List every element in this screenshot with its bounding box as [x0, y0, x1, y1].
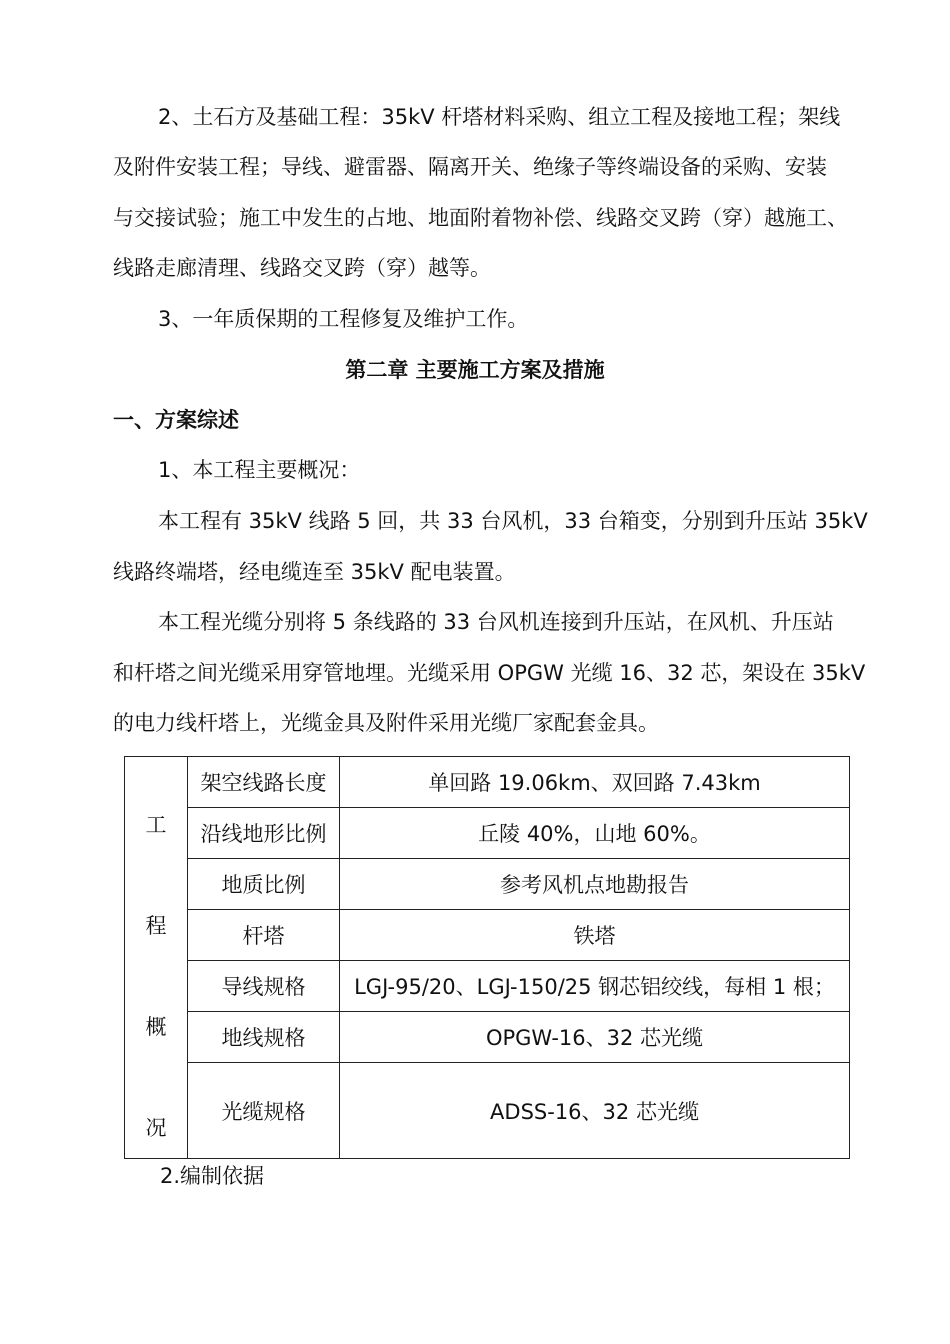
- subsection-2-title: 2.编制依据: [160, 1164, 265, 1188]
- table-row: [125, 1012, 850, 1063]
- section-title: 一、方案综述: [113, 408, 239, 432]
- chapter-title: 第二章 主要施工方案及措施: [345, 358, 605, 382]
- table-row: [125, 961, 850, 1012]
- body-b-line-2: 和杆塔之间光缆采用穿管地埋。光缆采用 OPGW 光缆 16、32 芯，架设在 35kV: [113, 661, 866, 685]
- side-char: 概: [145, 1015, 167, 1039]
- row-label: 导线规格: [188, 961, 340, 1012]
- project-overview-side-label: [125, 757, 188, 1159]
- row-label: 地质比例: [188, 859, 340, 910]
- row-value: 参考风机点地勘报告: [340, 859, 850, 910]
- side-char: 工: [145, 813, 167, 837]
- body-b-line-1: 本工程光缆分别将 5 条线路的 33 台风机连接到升压站，在风机、升压站: [158, 610, 834, 634]
- row-value: 铁塔: [340, 910, 850, 961]
- body-a-line-1: 本工程有 35kV 线路 5 回，共 33 台风机，33 台箱变，分别到升压站 35kV: [158, 509, 868, 533]
- table-row: [125, 757, 850, 808]
- row-label: 架空线路长度: [188, 757, 340, 808]
- body-b-line-3: 的电力线杆塔上，光缆金具及附件采用光缆厂家配套金具。: [113, 711, 659, 735]
- table-row: [125, 808, 850, 859]
- row-value: ADSS-16、32 芯光缆: [340, 1063, 850, 1159]
- side-char: 程: [145, 914, 167, 938]
- row-value: 丘陵 40%，山地 60%。: [340, 808, 850, 859]
- side-char: 况: [145, 1116, 167, 1140]
- row-label: 杆塔: [188, 910, 340, 961]
- paragraph-2-line-2: 及附件安装工程；导线、避雷器、隔离开关、绝缘子等终端设备的采购、安装: [113, 155, 827, 179]
- table-row: [125, 910, 850, 961]
- paragraph-2-line-3: 与交接试验；施工中发生的占地、地面附着物补偿、线路交叉跨（穿）越施工、: [113, 206, 848, 230]
- paragraph-3: 3、一年质保期的工程修复及维护工作。: [158, 307, 529, 331]
- paragraph-2-line-4: 线路走廊清理、线路交叉跨（穿）越等。: [113, 256, 491, 280]
- project-overview-table: [124, 756, 850, 1159]
- row-label: 沿线地形比例: [188, 808, 340, 859]
- subsection-1-title: 1、本工程主要概况：: [158, 458, 361, 482]
- row-value: 单回路 19.06km、双回路 7.43km: [340, 757, 850, 808]
- row-value: OPGW-16、32 芯光缆: [340, 1012, 850, 1063]
- body-a-line-2: 线路终端塔，经电缆连至 35kV 配电装置。: [113, 560, 516, 584]
- row-value: LGJ-95/20、LGJ-150/25 钢芯铝绞线，每相 1 根；: [340, 961, 850, 1012]
- table-row: [125, 1063, 850, 1159]
- table-row: [125, 859, 850, 910]
- paragraph-2-line-1: 2、土石方及基础工程：35kV 杆塔材料采购、组立工程及接地工程；架线: [158, 105, 841, 129]
- row-label: 光缆规格: [188, 1063, 340, 1159]
- row-label: 地线规格: [188, 1012, 340, 1063]
